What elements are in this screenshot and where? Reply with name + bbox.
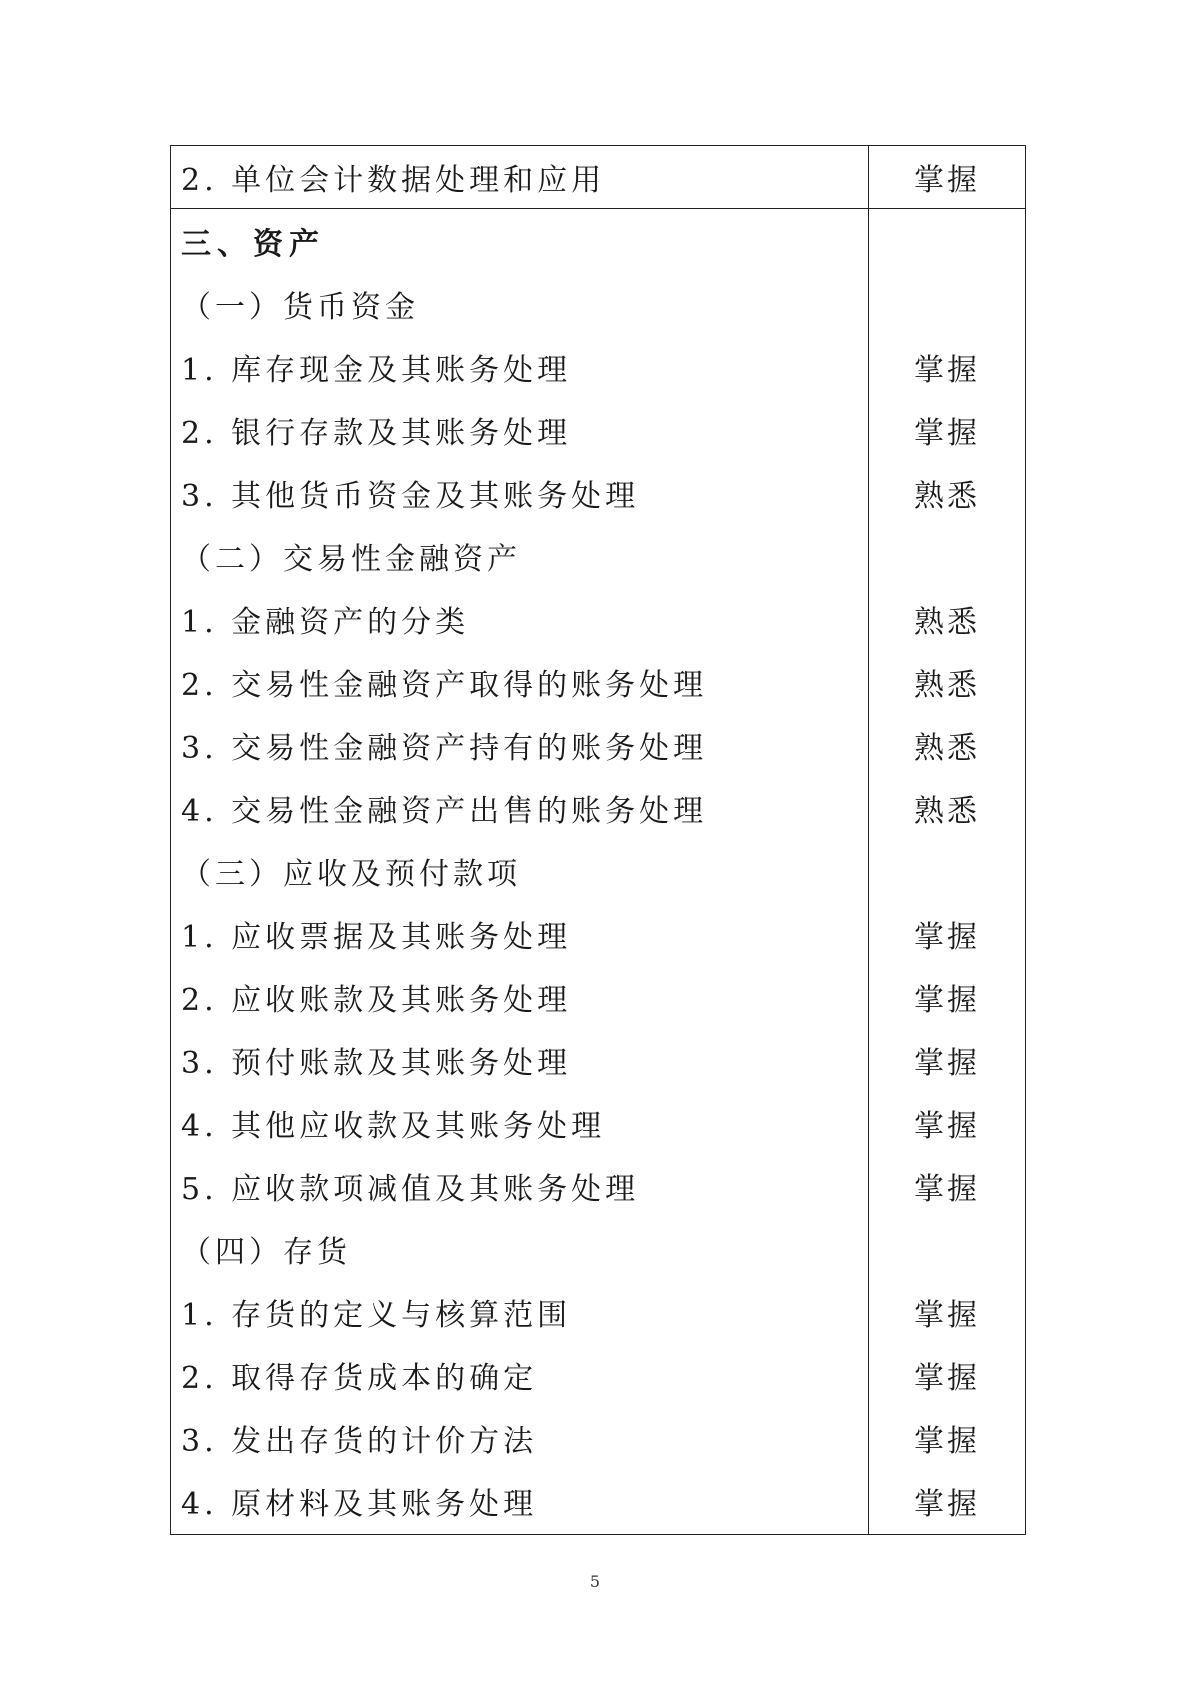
topic-item: 3. 预付账款及其账务处理 — [181, 1045, 572, 1081]
subsection-heading: （二）交易性金融资产 — [181, 541, 521, 577]
level-text — [869, 272, 1025, 335]
level-text: 掌握 — [914, 1297, 980, 1333]
level-text: 熟悉 — [914, 667, 980, 703]
topic-item: 1. 金融资产的分类 — [181, 604, 470, 640]
level-text: 掌握 — [914, 919, 980, 955]
topic-cell — [171, 146, 869, 208]
subsection-heading: （一）货币资金 — [181, 289, 419, 325]
topic-item: 4. 其他应收款及其账务处理 — [181, 1108, 606, 1144]
levels-column — [869, 209, 1025, 1534]
level-cell — [869, 146, 1025, 208]
page-number: 5 — [589, 1572, 601, 1591]
topic-item: 2. 交易性金融资产取得的账务处理 — [181, 667, 708, 703]
level-text: 掌握 — [914, 1360, 980, 1396]
level-text — [869, 209, 1025, 272]
topic-item: 3. 交易性金融资产持有的账务处理 — [181, 730, 708, 766]
level-text: 掌握 — [914, 415, 980, 451]
level-text: 掌握 — [914, 1486, 980, 1522]
level-text: 熟悉 — [914, 478, 980, 514]
level-text: 掌握 — [914, 982, 980, 1018]
level-text: 掌握 — [914, 1171, 980, 1207]
topic-item: 4. 交易性金融资产出售的账务处理 — [181, 793, 708, 829]
level-text: 掌握 — [914, 163, 980, 198]
topic-item: 1. 应收票据及其账务处理 — [181, 919, 572, 955]
level-text — [869, 839, 1025, 902]
level-text: 掌握 — [914, 1045, 980, 1081]
topic-text: 2. 单位会计数据处理和应用 — [181, 163, 606, 198]
topic-item: 1. 存货的定义与核算范围 — [181, 1297, 572, 1333]
topic-item: 3. 其他货币资金及其账务处理 — [181, 478, 640, 514]
topic-item: 2. 银行存款及其账务处理 — [181, 415, 572, 451]
topic-item: 2. 应收账款及其账务处理 — [181, 982, 572, 1018]
level-text: 熟悉 — [914, 793, 980, 829]
level-text — [869, 524, 1025, 587]
level-text: 熟悉 — [914, 730, 980, 766]
topic-item: 4. 原材料及其账务处理 — [181, 1486, 538, 1522]
level-text: 掌握 — [914, 1108, 980, 1144]
level-text: 掌握 — [914, 352, 980, 388]
topic-item: 5. 应收款项减值及其账务处理 — [181, 1171, 640, 1207]
syllabus-table — [170, 145, 1026, 1535]
level-text: 熟悉 — [914, 604, 980, 640]
subsection-heading: （三）应收及预付款项 — [181, 856, 521, 892]
topic-item: 3. 发出存货的计价方法 — [181, 1423, 538, 1459]
topic-item: 1. 库存现金及其账务处理 — [181, 352, 572, 388]
table-row — [171, 146, 1025, 209]
level-text: 掌握 — [914, 1423, 980, 1459]
topic-item: 2. 取得存货成本的确定 — [181, 1360, 538, 1396]
section-heading: 三、资产 — [181, 226, 325, 262]
table-body — [171, 209, 1025, 1534]
topics-column — [171, 209, 869, 1534]
subsection-heading: （四）存货 — [181, 1234, 351, 1270]
level-text — [869, 1217, 1025, 1280]
